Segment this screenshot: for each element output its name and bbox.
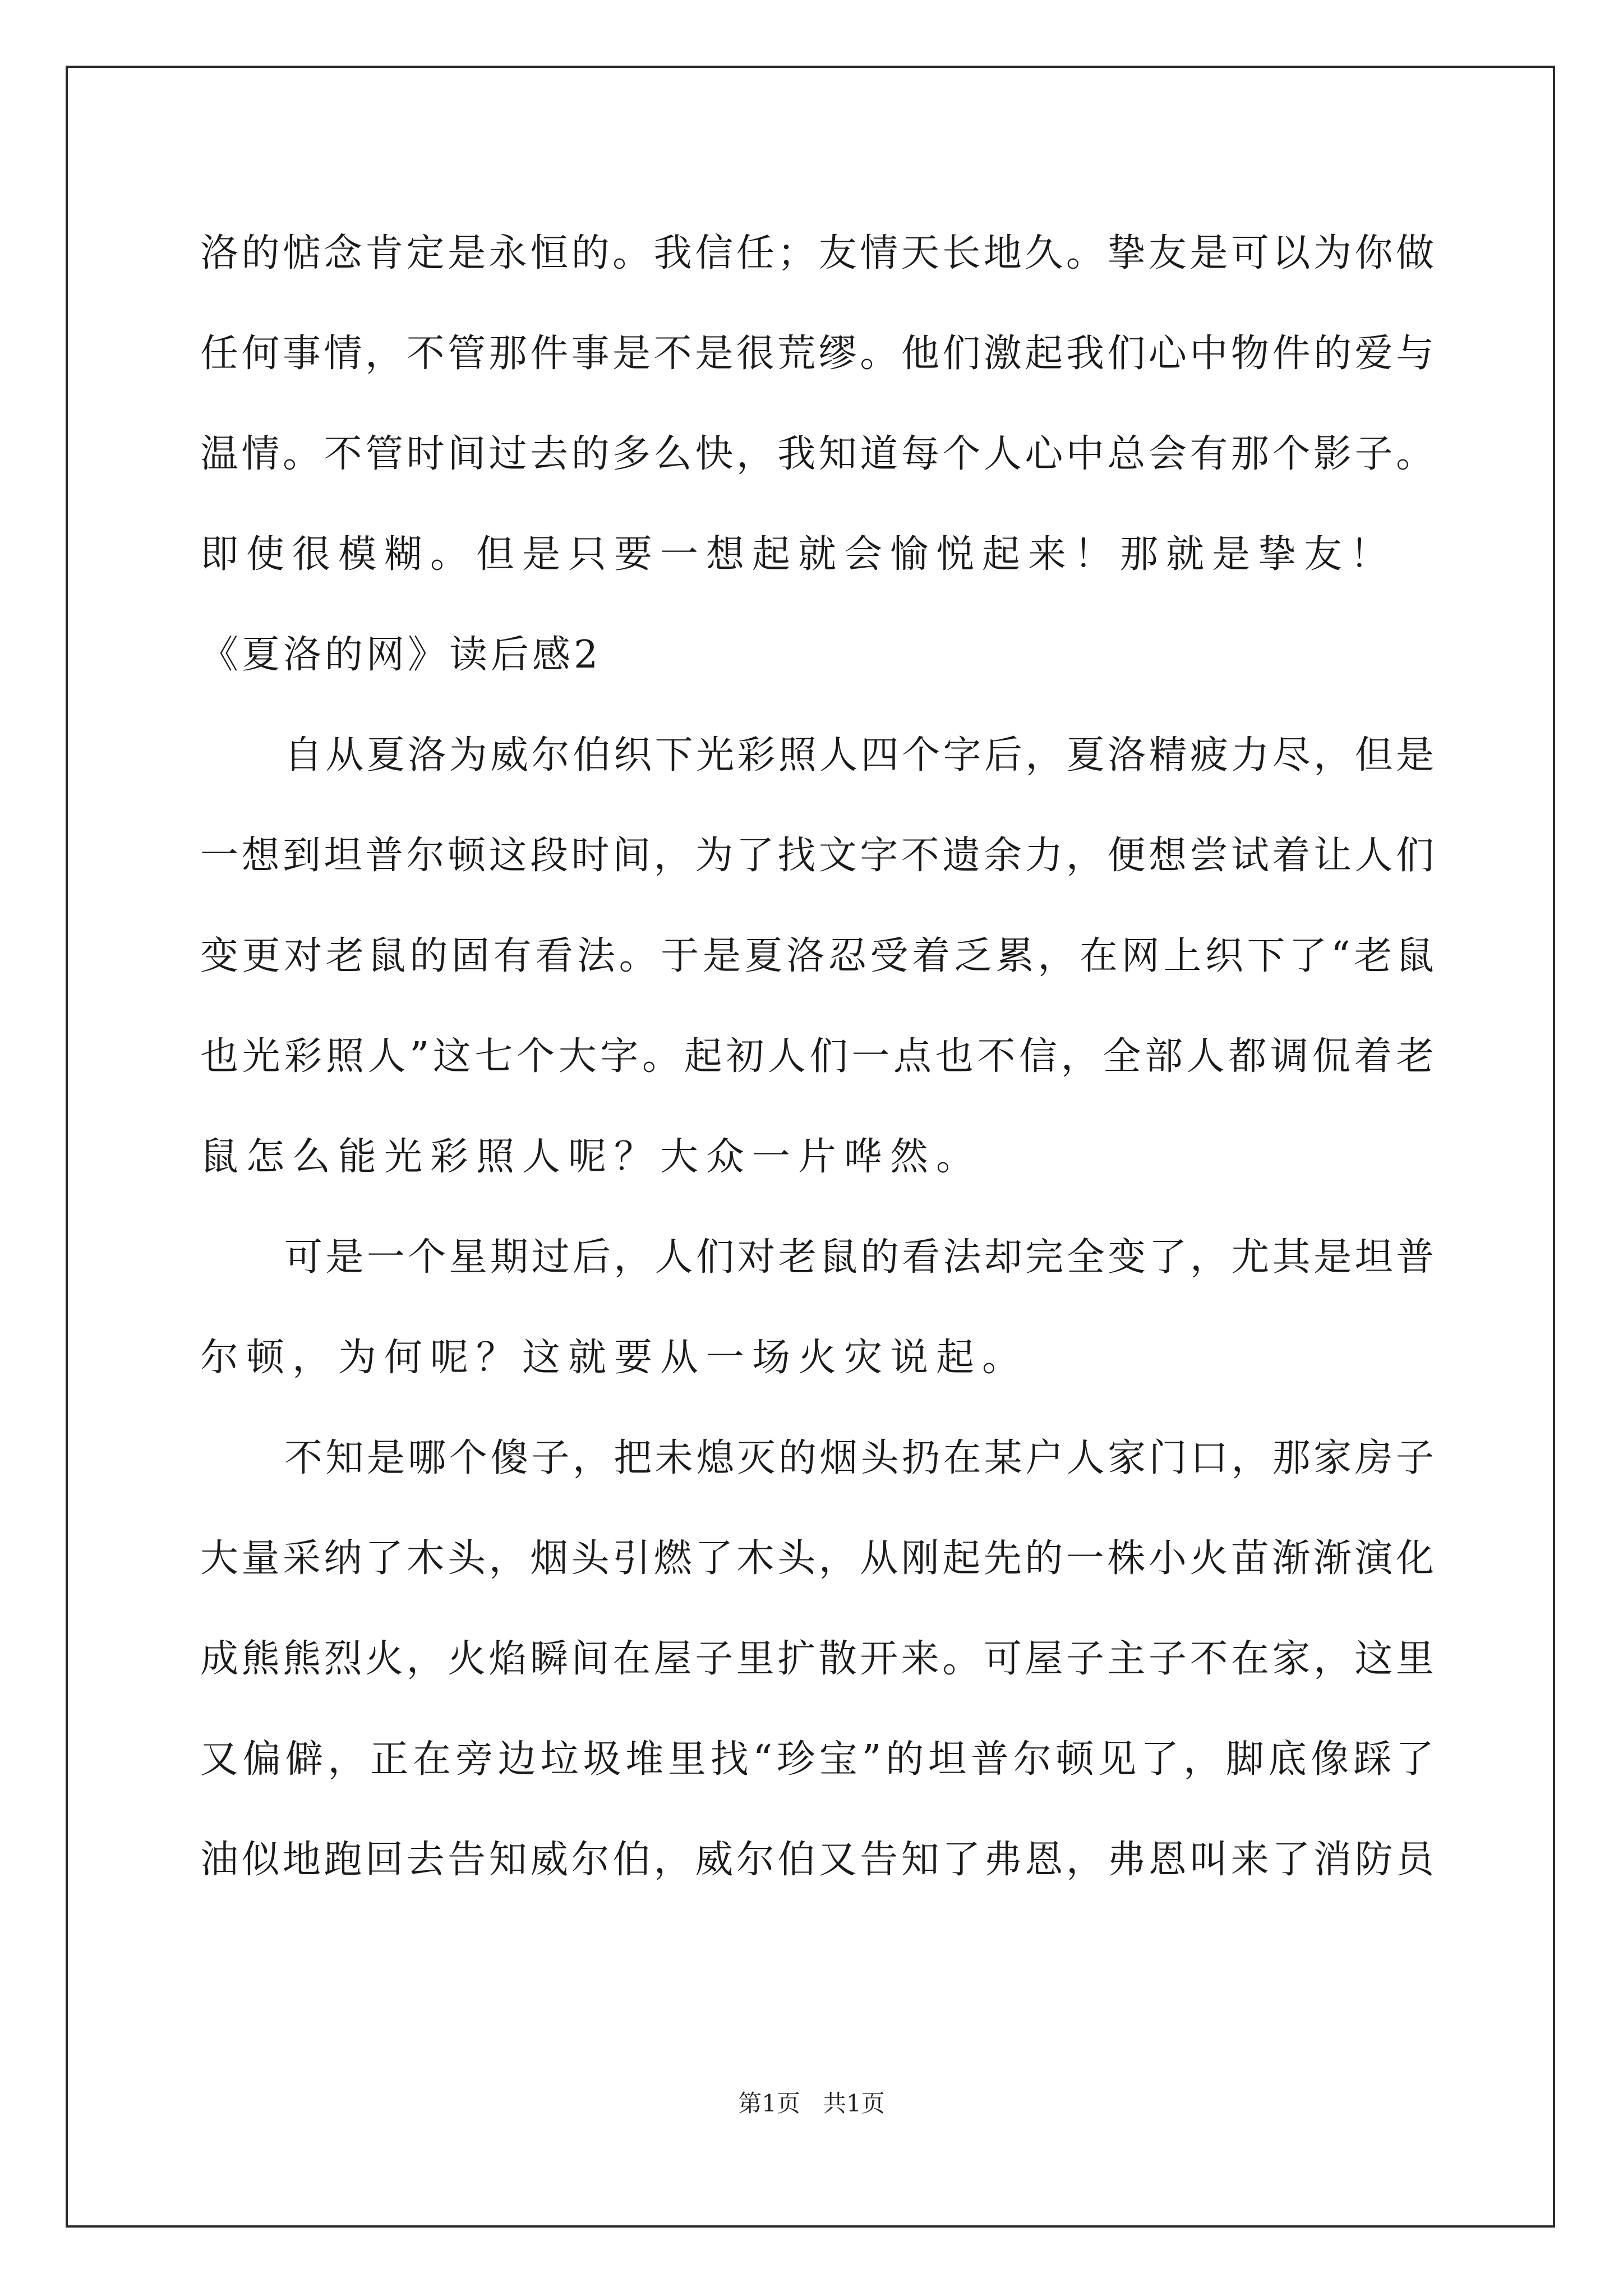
text-line: 可是一个星期过后，人们对老鼠的看法却完全变了，尤其是坦普 xyxy=(284,1235,1434,1280)
text-line: 不知是哪个傻子，把未熄灭的烟头扔在某户人家门口，那家房子 xyxy=(284,1436,1434,1480)
page-footer: 第1页 共1页 xyxy=(738,2090,885,2117)
section-heading: 《夏洛的网》读后感2 xyxy=(200,633,602,677)
text-line: 即使很模糊。但是只要一想起就会愉悦起来！那就是挚友！ xyxy=(200,532,1396,577)
text-line: 也光彩照人”这七个大字。起初人们一点也不信，全部人都调侃着老 xyxy=(200,1034,1434,1079)
text-line: 变更对老鼠的固有看法。于是夏洛忍受着乏累，在网上织下了“老鼠 xyxy=(200,934,1434,978)
text-line: 鼠怎么能光彩照人呢？大众一片哗然。 xyxy=(200,1135,983,1179)
text-line: 又偏僻，正在旁边垃圾堆里找“珍宝”的坦普尔顿见了，脚底像踩了 xyxy=(200,1737,1434,1782)
text-line: 成熊熊烈火，火焰瞬间在屋子里扩散开来。可屋子主子不在家，这里 xyxy=(200,1637,1434,1681)
text-line: 尔顿，为何呢？这就要从一场火灾说起。 xyxy=(200,1336,1029,1380)
text-line: 一想到坦普尔顿这段时间，为了找文字不遗余力，便想尝试着让人们 xyxy=(200,834,1434,878)
text-line: 洛的惦念肯定是永恒的。我信任；友情天长地久。挚友是可以为你做 xyxy=(200,231,1434,275)
text-line: 油似地跑回去告知威尔伯，威尔伯又告知了弗恩，弗恩叫来了消防员 xyxy=(200,1838,1434,1882)
text-line: 温情。不管时间过去的多么快，我知道每个人心中总会有那个影子。 xyxy=(200,432,1434,476)
text-line: 自从夏洛为威尔伯织下光彩照人四个字后，夏洛精疲力尽，但是 xyxy=(284,733,1434,777)
text-line: 大量采纳了木头，烟头引燃了木头，从刚起先的一株小火苗渐渐演化 xyxy=(200,1536,1434,1581)
text-line: 任何事情，不管那件事是不是很荒缪。他们激起我们心中物件的爱与 xyxy=(200,332,1434,376)
